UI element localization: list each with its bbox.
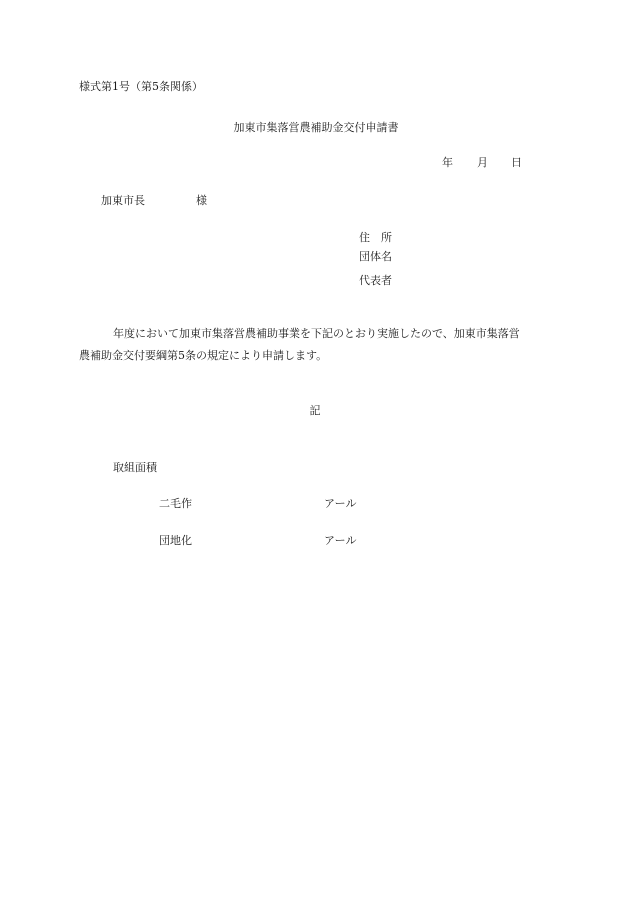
form-number: 様式第1号（第5条関係） [79,80,203,93]
addressee-honorific: 様 [196,194,207,207]
area-heading: 取組面積 [113,461,157,474]
date-day-label: 日 [511,156,522,169]
area-row-label: 二毛作 [159,497,192,510]
document-title: 加東市集落営農補助金交付申請書 [233,121,399,134]
applicant-representative-label: 代表者 [359,274,392,287]
area-row-label: 団地化 [159,534,192,547]
body-line-1: 年度において加東市集落営農補助事業を下記のとおり実施したので、加東市集落営 [113,327,520,340]
date-year-label: 年 [442,156,453,169]
body-line-2: 農補助金交付要綱第5条の規定により申請します。 [79,349,328,362]
date-month-label: 月 [477,156,488,169]
area-row-unit: アール [324,497,357,510]
addressee-name: 加東市長 [101,194,145,207]
applicant-address-label: 住 所 [359,231,392,244]
ki-heading: 記 [309,404,321,417]
area-row-unit: アール [324,534,357,547]
applicant-organization-label: 団体名 [359,250,392,263]
